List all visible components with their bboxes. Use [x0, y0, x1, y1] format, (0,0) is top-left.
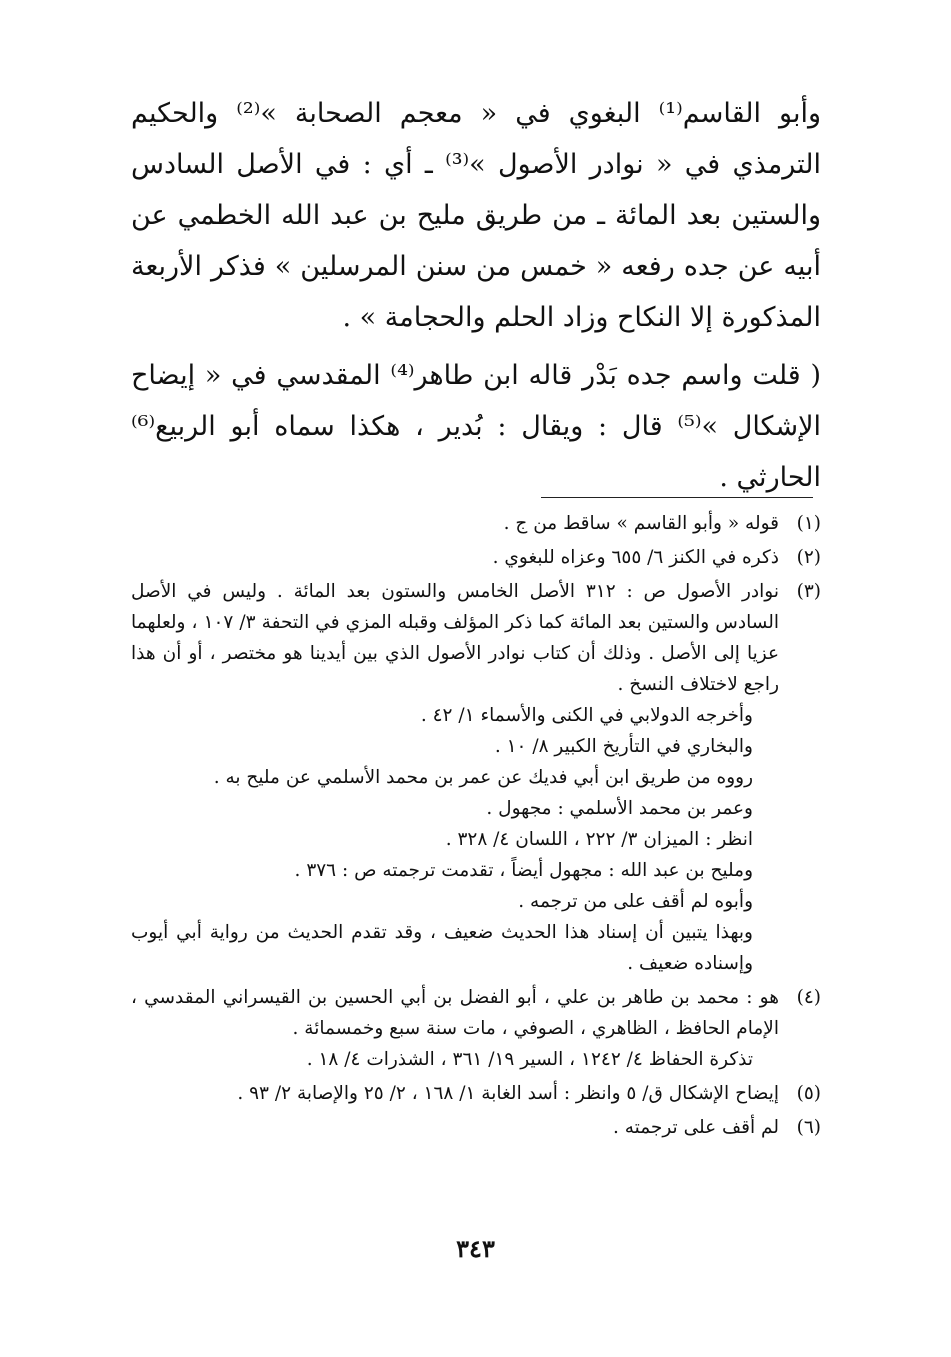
footnote-number: (٣) — [796, 581, 821, 602]
footnote — [131, 576, 821, 979]
footnote-line: لم أقف على ترجمته . — [612, 1117, 779, 1138]
footnotes — [131, 508, 821, 1143]
footnote-line: وعمر بن محمد الأسلمي : مجهول . — [486, 798, 753, 819]
page-number: ٣٤٣ — [456, 1234, 495, 1263]
footnote-line: قوله « وأبو القاسم » ساقط من ج . — [503, 513, 779, 534]
footnote-line: وأخرجه الدولابي في الكنى والأسماء ١/ ٤٢ . — [420, 705, 753, 726]
footnote-line: نوادر الأصول ص : ٣١٢ الأصل الخامس والستون بعد المائة . وليس في الأصل السادس والستين بعد المائة كما ذكر المؤلف وقبله المزي في التحفة ٣/ ١٠٧ ، ولعلهما عزيا إلى الأصل . وذلك أن كتاب نوادر الأصول الذي بين أيدينا هو مختصر ، أو أن هذا راجع لاختلاف النسخ . — [131, 581, 779, 695]
footnote-line: إيضاح الإشكال ق/ ٥ وانظر : أسد الغابة ١/ ١٦٨ ، ٢/ ٢٥ والإصابة ٢/ ٩٣ . — [237, 1083, 779, 1104]
footnote-number: (١) — [796, 513, 821, 534]
main-paragraph-2 — [131, 350, 821, 503]
paragraph-text: ( قلت واسم جده بَدْر قاله ابن طاهر⁽⁴⁾ المقدسي في « إيضاح الإشكال »⁽⁵⁾ قال : ويقال : بُدير ، هكذا سماه أبو الربيع⁽⁶⁾ الحارثي . — [131, 360, 821, 493]
footnote — [131, 508, 821, 539]
footnote-divider — [541, 497, 813, 498]
footnote-line: والبخاري في التأريخ الكبير ٨/ ١٠ . — [494, 736, 753, 757]
footnote-line: ومليح بن عبد الله : مجهول أيضاً ، تقدمت ترجمته ص : ٣٧٦ . — [294, 860, 753, 881]
footnote-line: ذكره في الكنز ٦/ ٦٥٥ وعزاه للبغوي . — [492, 547, 779, 568]
footnote-line: وبهذا يتبين أن إسناد هذا الحديث ضعيف ، وقد تقدم الحديث من رواية أبي أيوب وإسناده ضعيف . — [131, 922, 753, 974]
footnote-line: هو : محمد بن طاهر بن علي ، أبو الفضل بن أبي الحسين بن القيسراني المقدسي ، الإمام الحافظ ، الظاهري ، الصوفي ، مات سنة سبع وخمسمائة . — [131, 987, 779, 1039]
footnote-number: (٦) — [796, 1117, 821, 1138]
footnote-number: (٤) — [796, 987, 821, 1008]
footnote — [131, 1078, 821, 1109]
footnote — [131, 542, 821, 573]
footnote — [131, 982, 821, 1075]
footnote-line: رووه من طريق ابن أبي فديك عن عمر بن محمد الأسلمي عن مليح به . — [213, 767, 753, 788]
footnote-line: انظر : الميزان ٣/ ٢٢٢ ، اللسان ٤/ ٣٢٨ . — [445, 829, 753, 850]
main-paragraph-1 — [131, 88, 821, 343]
footnote-line: وأبوه لم أقف على من ترجمه . — [518, 891, 753, 912]
footnote-number: (٥) — [796, 1083, 821, 1104]
footnote-line: تذكرة الحفاظ ٤/ ١٢٤٢ ، السير ١٩/ ٣٦١ ، الشذرات ٤/ ١٨ . — [306, 1049, 753, 1070]
paragraph-text: وأبو القاسم⁽¹⁾ البغوي في « معجم الصحابة »⁽²⁾ والحكيم الترمذي في « نوادر الأصول »⁽³⁾ ـ أي : في الأصل السادس والستين بعد المائة ـ من طريق مليح بن عبد الله الخطمي عن أبيه عن جده رفعه « خمس من سنن المرسلين » فذكر الأربعة المذكورة إلا النكاح وزاد الحلم والحجامة » . — [131, 98, 821, 333]
footnote — [131, 1112, 821, 1143]
footnote-number: (٢) — [796, 547, 821, 568]
